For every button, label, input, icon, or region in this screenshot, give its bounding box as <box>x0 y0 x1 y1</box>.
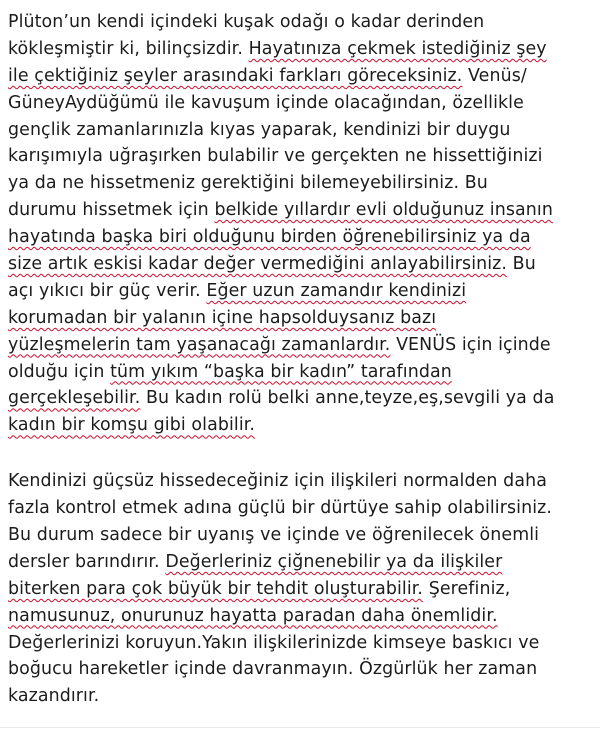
spellcheck-underline: Eğer uzun zamandır kendinizi <box>206 280 467 301</box>
text-line: ile çektiğiniz şeyler arasındaki farkları göreceksiniz. Venüs/ <box>8 65 527 86</box>
text-line: Değerlerinizi koruyun.Yakın ilişkilerinizde kimseye baskıcı ve <box>8 632 540 653</box>
paragraph-2 <box>8 468 598 710</box>
spellcheck-underline: hayatında başka biri olduğunu birden öğrenebilirsiniz ya da <box>8 227 531 248</box>
text-line: gerçekleşebilir. Bu kadın rolü belki anne,teyze,eş,sevgili ya da <box>8 388 555 409</box>
spellcheck-underline: gerçekleşebilir. <box>8 388 141 409</box>
spellcheck-underline: korumadan bir yalanın içine hapsolduysanız bazı <box>8 307 437 328</box>
spellcheck-underline: Değerleriniz çiğnenebilir ya da ilişkiler <box>165 551 503 572</box>
text-line: GüneyAydüğümü ile kavuşum içinde olacağından, özellikle <box>8 92 524 113</box>
spellcheck-underline: yüzleşmelerin tam yaşanacağı zamanlardır. <box>8 334 391 355</box>
spellcheck-underline: kadın bir komşu gibi olabilir. <box>8 415 256 436</box>
text-line: dersler barındırır. Değerleriniz çiğnenebilir ya da ilişkiler <box>8 551 503 572</box>
text-line: size artık eskisi kadar değer vermediğini anlayabilirsiniz. Bu <box>8 254 536 275</box>
text-line <box>8 224 598 251</box>
document-body <box>8 9 598 710</box>
text-line: yüzleşmelerin tam yaşanacağı zamanlardır. VENÜS için içinde <box>8 334 551 355</box>
spellcheck-underline: namusunuz, onurunuz hayatta paradan daha önemlidir. <box>8 605 498 626</box>
text-line: karışımıyla uğraşırken bulabilir ve gerçekten ne hissettiğinizi <box>8 146 543 167</box>
text-line <box>8 603 598 630</box>
paragraph-spacer <box>8 439 598 468</box>
text-line: boğucu hareketler içinde davranmayın. Özgürlük her zaman <box>8 659 538 680</box>
text-line: ya da ne hissetmeniz gerektiğini bilemeyebilirsiniz. Bu <box>8 173 488 194</box>
spellcheck-underline: size artık eskisi kadar değer vermediğini anlayabilirsiniz. <box>8 254 508 275</box>
text-line: Kendinizi güçsüz hissedeceğiniz için ilişkileri normalden daha <box>8 471 547 492</box>
text-line: açı yıkıcı bir güç verir. Eğer uzun zamandır kendinizi <box>8 280 467 301</box>
text-line: Bu durum sadece bir uyanış ve içinde ve öğrenilecek önemli <box>8 525 540 546</box>
spellcheck-underline: biterken para çok büyük bir tehdit oluşturabilir. <box>8 578 424 599</box>
paragraph-1 <box>8 9 598 439</box>
text-line: fazla kontrol etmek adına güçlü bir dürtüye sahip olabilirsiniz. <box>8 498 552 519</box>
text-line: durumu hissetmek için belkide yıllardır evli olduğunuz insanın <box>8 200 553 221</box>
spellcheck-underline: tüm yıkım “başka bir kadın” tarafından <box>110 361 452 382</box>
text-line <box>8 305 598 332</box>
text-line: kazandırır. <box>8 686 100 707</box>
spellcheck-underline: ile çektiğiniz şeyler arasındaki farkları göreceksiniz. <box>8 65 463 86</box>
text-line: biterken para çok büyük bir tehdit oluşturabilir. Şerefiniz, <box>8 578 511 599</box>
text-line: kökleşmiştir ki, bilinçsizdir. Hayatınıza çekmek istediğiniz şey <box>8 38 547 59</box>
bottom-divider <box>0 727 600 728</box>
text-line: gençlik zamanlarınızla kıyas yaparak, kendinizi bir duygu <box>8 119 511 140</box>
text-line <box>8 412 598 439</box>
text-line: olduğu için tüm yıkım “başka bir kadın” tarafından <box>8 361 452 382</box>
spellcheck-underline: belkide yıllardır evli olduğunuz insanın <box>214 200 553 221</box>
spellcheck-underline: Hayatınıza çekmek istediğiniz şey <box>248 38 547 59</box>
text-line: Plüton’un kendi içindeki kuşak odağı o kadar derinden <box>8 12 485 32</box>
